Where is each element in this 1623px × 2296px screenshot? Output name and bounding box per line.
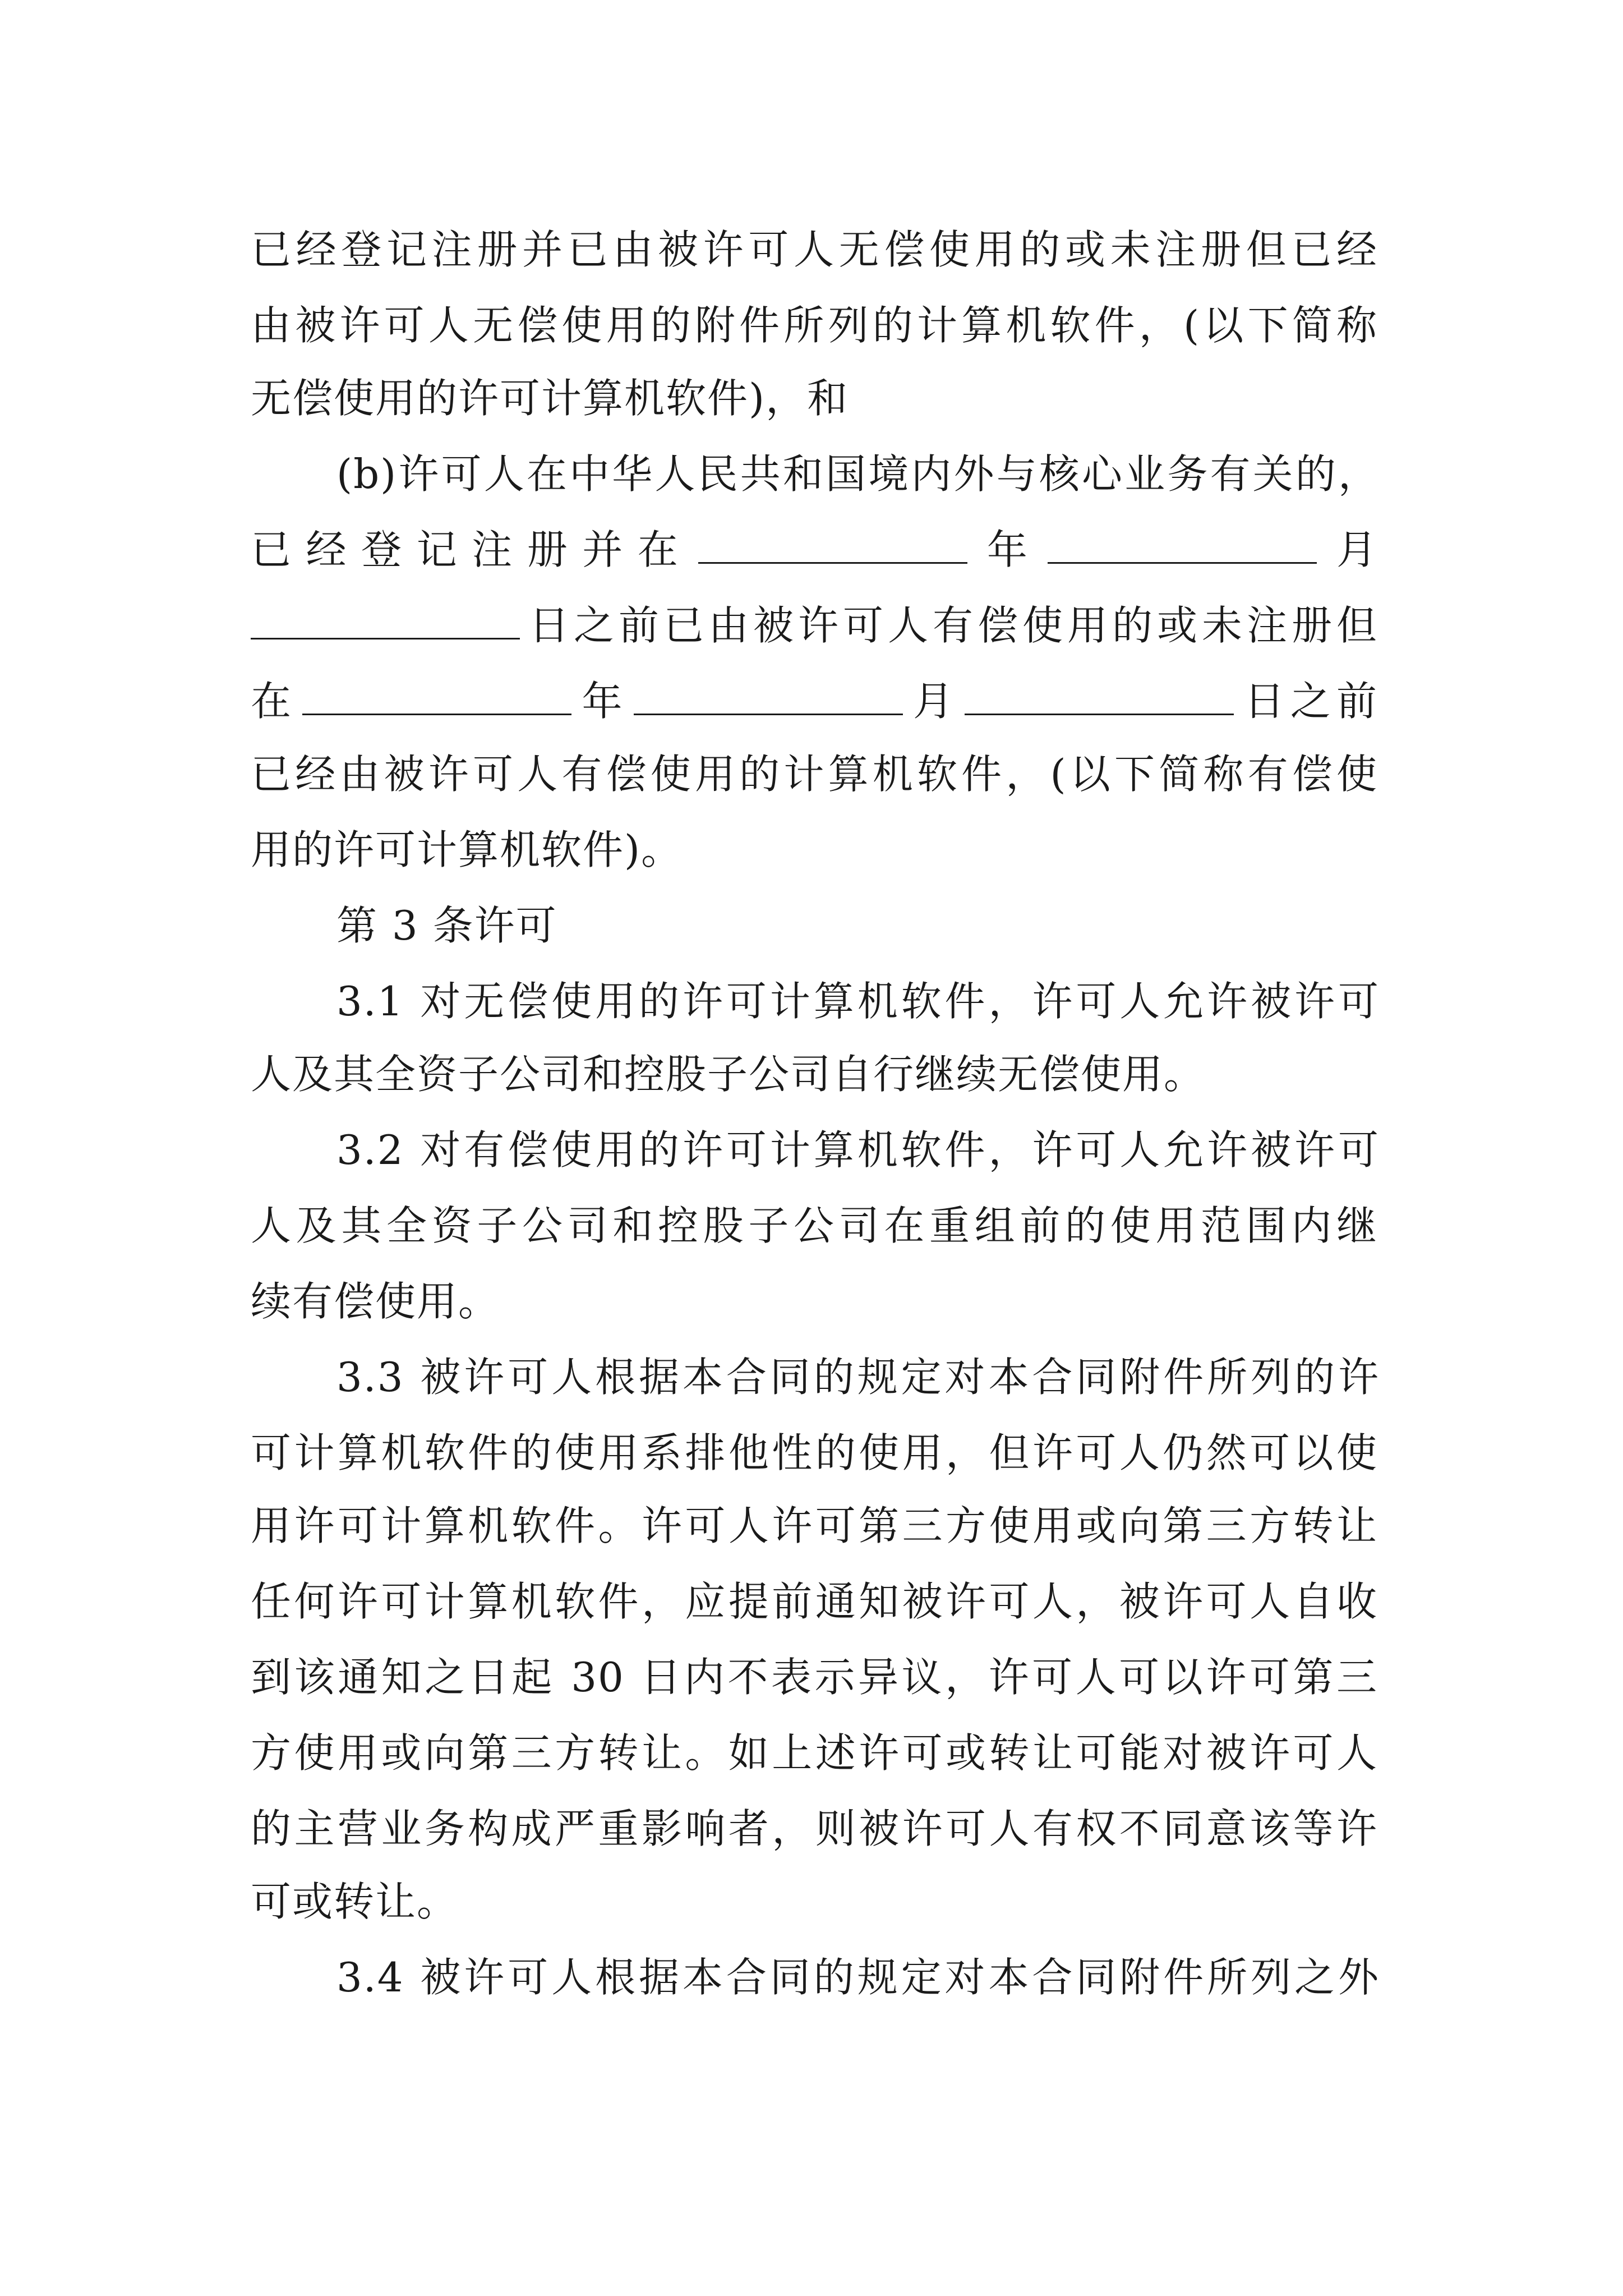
text-line: 的主营业务构成严重影响者，则被许可人有权不同意该等许 bbox=[251, 1805, 1378, 1852]
text-line: 无偿使用的许可计算机软件)，和 bbox=[251, 375, 849, 422]
text-line: 人及其全资子公司和控股子公司在重组前的使用范围内继 bbox=[251, 1202, 1378, 1249]
text-line-with-blanks: 已经登记注册并在 年 月 bbox=[251, 526, 1378, 573]
blank-month bbox=[634, 681, 903, 715]
text-line: (b)许可人在中华人民共和国境内外与核心业务有关的， bbox=[336, 450, 1380, 498]
text-line: 到该通知之日起 30 日内不表示异议，许可人可以许可第三 bbox=[251, 1654, 1378, 1701]
blank-day bbox=[965, 681, 1234, 715]
text-line: 已经由被许可人有偿使用的计算机软件，(以下简称有偿使 bbox=[251, 751, 1378, 798]
text-line: 已经登记注册并已由被许可人无偿使用的或未注册但已经 bbox=[251, 226, 1378, 273]
text-line: 任何许可计算机软件，应提前通知被许可人，被许可人自收 bbox=[251, 1578, 1378, 1625]
text-line: 3.4 被许可人根据本合同的规定对本合同附件所列之外 bbox=[336, 1954, 1380, 2001]
text-line: 由被许可人无偿使用的附件所列的计算机软件，(以下简称 bbox=[251, 302, 1378, 349]
text-line: 方使用或向第三方转让。如上述许可或转让可能对被许可人 bbox=[251, 1729, 1378, 1777]
text-line: 3.2 对有偿使用的许可计算机软件，许可人允许被许可 bbox=[336, 1126, 1380, 1174]
text-line: 3.3 被许可人根据本合同的规定对本合同附件所列的许 bbox=[336, 1354, 1380, 1401]
text-line: 可或转让。 bbox=[251, 1878, 459, 1925]
text-line-with-blanks: 日之前已由被许可人有偿使用的或未注册但 bbox=[251, 597, 1378, 654]
blank-month bbox=[1048, 530, 1317, 564]
text-line: 续有偿使用。 bbox=[251, 1278, 500, 1325]
text-line: 人及其全资子公司和控股子公司自行继续无偿使用。 bbox=[251, 1051, 1206, 1098]
text-line: 用的许可计算机软件)。 bbox=[251, 826, 683, 873]
blank-year bbox=[302, 681, 571, 715]
blank-day bbox=[251, 605, 520, 639]
text-line: 用许可计算机软件。许可人许可第三方使用或向第三方转让 bbox=[251, 1502, 1378, 1549]
text-line-with-blanks: 在 年 月 日之前 bbox=[251, 678, 1378, 725]
text-line: 可计算机软件的使用系排他性的使用，但许可人仍然可以使 bbox=[251, 1429, 1378, 1476]
blank-year bbox=[698, 530, 967, 564]
text-line: 3.1 对无偿使用的许可计算机软件，许可人允许被许可 bbox=[336, 978, 1380, 1025]
section-heading: 第 3 条许可 bbox=[336, 902, 557, 949]
